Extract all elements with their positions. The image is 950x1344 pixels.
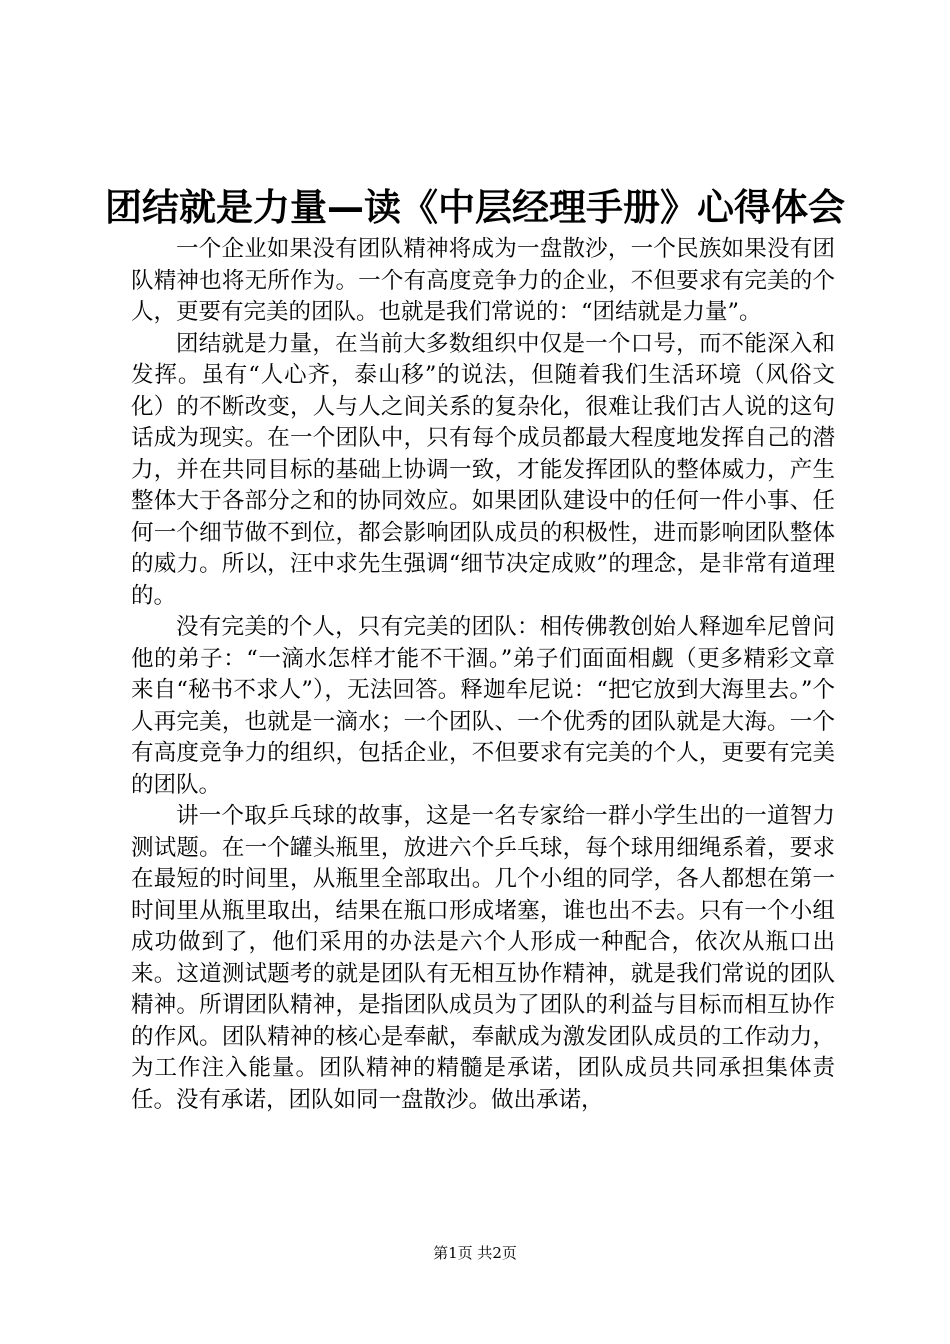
document-title: 团结就是力量—读《中层经理手册》心得体会 bbox=[105, 186, 845, 229]
paragraph-2: 团结就是力量，在当前大多数组织中仅是一个口号，而不能深入和发挥。虽有“人心齐，泰山移”的说法，但随着我们生活环境（风俗文化）的不断改变，人与人之间关系的复杂化，很难让我们古人说的这句话成为现实。在一个团队中，只有每个成员都最大程度地发挥自己的潜力，并在共同目标的基础上协调一致，才能发挥团队的整体威力，产生整体大于各部分之和的协同效应。如果团队建设中的任何一件小事、任何一个细节做不到位，都会影响团队成员的积极性，进而影响团队整体的威力。所以，汪中求先生强调“细节决定成败”的理念，是非常有道理的。 bbox=[131, 330, 835, 609]
page-number: 第1页 bbox=[433, 1244, 473, 1262]
paragraph-1: 一个企业如果没有团队精神将成为一盘散沙，一个民族如果没有团队精神也将无所作为。一个有高度竞争力的企业，不但要求有完美的个人，更要有完美的团队。也就是我们常说的：“团结就是力量”。 bbox=[131, 236, 835, 325]
paragraph-4: 讲一个取乒乓球的故事，这是一名专家给一群小学生出的一道智力测试题。在一个罐头瓶里，放进六个乒乓球，每个球用细绳系着，要求在最短的时间里，从瓶里全部取出。几个小组的同学，各人都想在第一时间里从瓶里取出，结果在瓶口形成堵塞，谁也出不去。只有一个小组成功做到了，他们采用的办法是六个人形成一种配合，依次从瓶口出来。这道测试题考的就是团队有无相互协作精神，就是我们常说的团队精神。所谓团队精神，是指团队成员为了团队的利益与目标而相互协作的作风。团队精神的核心是奉献，奉献成为激发团队成员的工作动力，为工作注入能量。团队精神的精髓是承诺，团队成员共同承担集体责任。没有承诺，团队如同一盘散沙。做出承诺， bbox=[131, 803, 835, 1113]
document-body bbox=[131, 234, 835, 1116]
page-footer bbox=[0, 1242, 950, 1264]
page-total: 共2页 bbox=[477, 1244, 517, 1262]
paragraph-3: 没有完美的个人，只有完美的团队：相传佛教创始人释迦牟尼曾问他的弟子：“一滴水怎样才能不干涸。”弟子们面面相觑（更多精彩文章来自“秘书不求人”），无法回答。释迦牟尼说：“把它放到大海里去。”个人再完美，也就是一滴水；一个团队、一个优秀的团队就是大海。一个有高度竞争力的组织，包括企业，不但要求有完美的个人，更要有完美的团队。 bbox=[131, 614, 835, 798]
